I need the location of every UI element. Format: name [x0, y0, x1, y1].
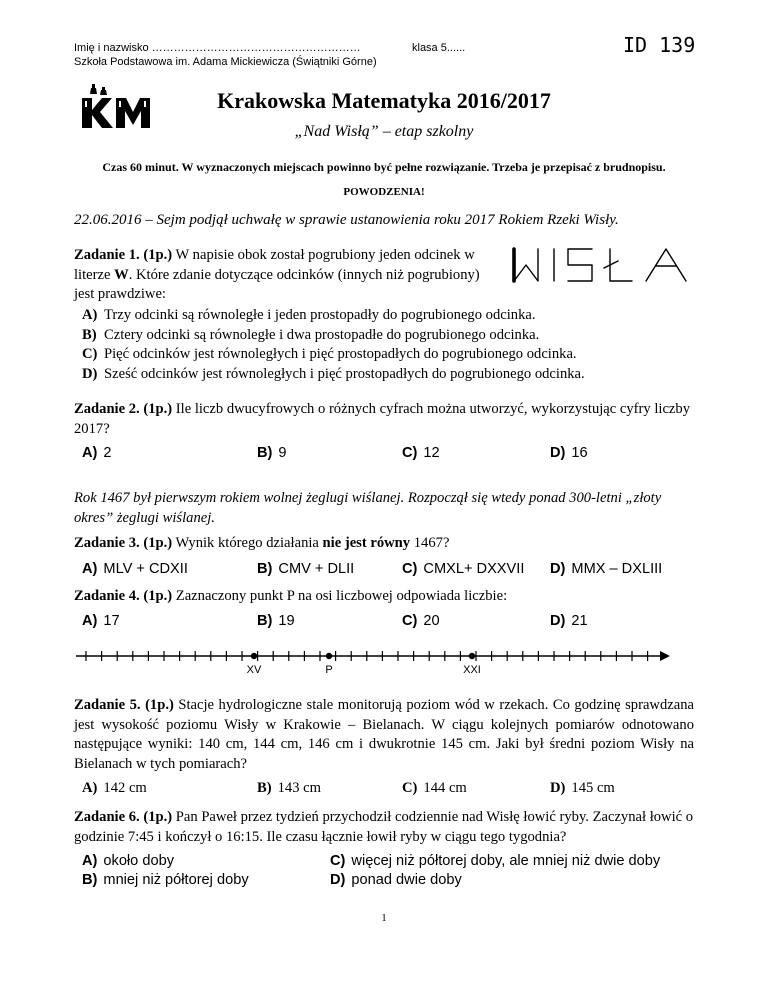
- option-letter: A): [82, 613, 98, 629]
- task-4-option-b[interactable]: [257, 613, 295, 629]
- task-6-text: Pan Paweł przez tydzień przychodził codziennie nad Wisłę łowić ryby. Zaczynał łowić o godzinie 7:45 i kończył o 16:15. Ile czasu łącznie łowił ryby w ciągu tego tygodnia?: [74, 809, 694, 845]
- task-3-question: [74, 535, 449, 552]
- contest-subtitle: „Nad Wisłą” – etap szkolny: [294, 123, 474, 140]
- task-5-label: Zadanie 5. (1p.): [74, 697, 174, 713]
- page-number: 1: [381, 912, 387, 924]
- task-1-option-a[interactable]: [82, 306, 585, 326]
- task-2-option-d[interactable]: [550, 445, 588, 461]
- task-4-option-a[interactable]: [82, 613, 120, 629]
- task-1-options: [82, 306, 585, 384]
- task-4-text: Zaznaczony punkt P na osi liczbowej odpowiada liczbie:: [172, 588, 508, 604]
- task-1-letter: W: [114, 266, 129, 283]
- task-5-option-d[interactable]: [550, 780, 615, 797]
- task-5-text: Stacje hydrologiczne stale monitorują poziom wód w rzekach. Co godzinę sprawdzana jest wysokość poziomu Wisły w Krakowie – Bielanach. W ciągu kolejnych pomiarów odnotowano następujące wyniki: 140 cm, 144 cm, 146 cm i dwukrotnie 145 cm. Jaki był średni poziom Wisły na Bielanach w tych pomiarach?: [74, 697, 694, 772]
- wisla-lettering-figure: [510, 245, 692, 285]
- option-letter: D): [550, 780, 566, 796]
- option-text: 144 cm: [423, 780, 467, 796]
- option-text: 2: [103, 445, 112, 461]
- task-4-option-d[interactable]: [550, 613, 588, 629]
- option-letter: B): [257, 445, 273, 461]
- option-text: CMV + DLII: [278, 561, 355, 577]
- option-letter: A): [82, 445, 98, 461]
- task-5-question: [74, 696, 694, 774]
- option-text: 16: [571, 445, 588, 461]
- option-text: około doby: [103, 853, 174, 869]
- task-3-option-b[interactable]: [257, 561, 354, 577]
- task-1-question: [74, 246, 494, 305]
- fact-vistula-shipping: Rok 1467 był pierwszym rokiem wolnej żeglugi wiślanej. Rozpoczął się wtedy ponad 300-letni „złoty okres” żeglugi wiślanej.: [74, 490, 662, 526]
- option-letter: C): [402, 780, 418, 796]
- option-text: 145 cm: [571, 780, 615, 796]
- good-luck: POWODZENIA!: [343, 186, 425, 198]
- option-text: Sześć odcinków jest równoległych i pięć prostopadłych do pogrubionego odcinka.: [104, 365, 585, 382]
- task-2-label: Zadanie 2. (1p.): [74, 401, 173, 417]
- task-3-option-c[interactable]: [402, 561, 524, 577]
- task-4-question: [74, 588, 507, 605]
- option-letter: A): [82, 561, 98, 577]
- task-1-text: W napisie obok został pogrubiony jeden odcinek w literze: [74, 247, 475, 283]
- task-2-option-a[interactable]: [82, 445, 112, 461]
- task-6-label: Zadanie 6. (1p.): [74, 809, 173, 825]
- class-line: klasa 5......: [412, 42, 466, 54]
- contest-title: Krakowska Matematyka 2016/2017: [217, 88, 551, 113]
- option-letter: A): [82, 307, 98, 323]
- task-3-option-a[interactable]: [82, 561, 188, 577]
- option-letter: D): [82, 365, 98, 382]
- task-2-text: Ile liczb dwucyfrowych o różnych cyfrach można utworzyć, wykorzystując cyfry liczby 2017?: [74, 401, 690, 437]
- option-text: mniej niż półtorej doby: [103, 872, 249, 888]
- task-1-option-b[interactable]: [82, 326, 585, 346]
- option-text: 21: [571, 613, 588, 629]
- option-letter: D): [550, 561, 566, 577]
- option-letter: B): [257, 780, 272, 796]
- option-letter: C): [402, 613, 418, 629]
- option-text: MMX – DXLIII: [571, 561, 663, 577]
- task-2-option-b[interactable]: [257, 445, 287, 461]
- option-letter: B): [82, 326, 97, 343]
- label-xxi: XXI: [463, 664, 481, 676]
- task-5-option-a[interactable]: [82, 780, 147, 797]
- option-letter: C): [402, 561, 418, 577]
- task-6-option-d[interactable]: [330, 872, 462, 888]
- option-letter: B): [82, 872, 98, 888]
- instructions: Czas 60 minut. W wyznaczonych miejscach powinno być pełne rozwiązanie. Trzeba je przepisać z brudnopisu.: [102, 160, 666, 174]
- task-2-question: [74, 400, 694, 439]
- task-5-option-b[interactable]: [257, 780, 321, 797]
- task-1-option-d[interactable]: [82, 365, 585, 385]
- option-text: 12: [423, 445, 440, 461]
- option-text: 143 cm: [277, 780, 321, 796]
- option-text: 9: [278, 445, 287, 461]
- option-letter: A): [82, 780, 98, 796]
- school-name: Szkoła Podstawowa im. Adama Mickiewicza (Świątniki Górne): [74, 56, 377, 68]
- option-text: 19: [278, 613, 295, 629]
- label-p: P: [325, 664, 333, 676]
- task-6-option-c[interactable]: [330, 853, 660, 869]
- option-text: 17: [103, 613, 120, 629]
- task-3-emphasis: nie jest równy: [322, 535, 411, 551]
- option-text: CMXL+ DXXVII: [423, 561, 525, 577]
- number-line-arrow: [660, 651, 670, 661]
- option-text: więcej niż półtorej doby, ale mniej niż dwie doby: [351, 853, 661, 869]
- option-letter: A): [82, 853, 98, 869]
- option-letter: D): [550, 613, 566, 629]
- task-1-text-2: . Które zdanie dotyczące odcinków (innych niż pogrubiony) jest prawdziwe:: [74, 266, 480, 302]
- option-letter: B): [257, 613, 273, 629]
- option-text: ponad dwie doby: [351, 872, 462, 888]
- task-3-text-2: 1467?: [410, 535, 450, 551]
- task-3-option-d[interactable]: [550, 561, 662, 577]
- option-letter: C): [82, 346, 98, 362]
- point-xxi: [469, 653, 475, 659]
- option-text: Cztery odcinki są równoległe i dwa prostopadłe do pogrubionego odcinka.: [104, 326, 540, 343]
- option-text: Trzy odcinki są równoległe i jeden prostopadły do pogrubionego odcinka.: [104, 307, 536, 323]
- option-letter: D): [550, 445, 566, 461]
- task-4-option-c[interactable]: [402, 613, 440, 629]
- point-xv: [251, 653, 257, 659]
- task-6-option-b[interactable]: [82, 872, 249, 888]
- option-text: MLV + CDXII: [103, 561, 188, 577]
- sheet-id: ID 139: [623, 33, 696, 57]
- task-6-question: [74, 808, 694, 847]
- task-6-option-a[interactable]: [82, 853, 174, 869]
- task-5-option-c[interactable]: [402, 780, 467, 797]
- student-name-line: Imię i nazwisko …………………………………………………: [74, 42, 361, 54]
- option-text: 20: [423, 613, 440, 629]
- option-letter: D): [330, 872, 346, 888]
- option-text: Pięć odcinków jest równoległych i pięć prostopadłych do pogrubionego odcinka.: [104, 346, 577, 362]
- option-text: 142 cm: [103, 780, 147, 796]
- task-1-option-c[interactable]: [82, 345, 585, 365]
- task-3-label: Zadanie 3. (1p.): [74, 535, 173, 551]
- task-3-text: Wynik którego działania: [172, 535, 323, 551]
- task-4-label: Zadanie 4. (1p.): [74, 588, 173, 604]
- option-letter: C): [330, 853, 346, 869]
- label-xv: XV: [246, 664, 262, 676]
- number-line: [74, 644, 674, 678]
- option-letter: B): [257, 561, 273, 577]
- option-letter: C): [402, 445, 418, 461]
- task-1-label: Zadanie 1. (1p.): [74, 247, 173, 263]
- task-2-option-c[interactable]: [402, 445, 440, 461]
- fact-sejm: 22.06.2016 – Sejm podjął uchwałę w sprawie ustanowienia roku 2017 Rokiem Rzeki Wisły.: [74, 212, 619, 228]
- point-p: [326, 653, 332, 659]
